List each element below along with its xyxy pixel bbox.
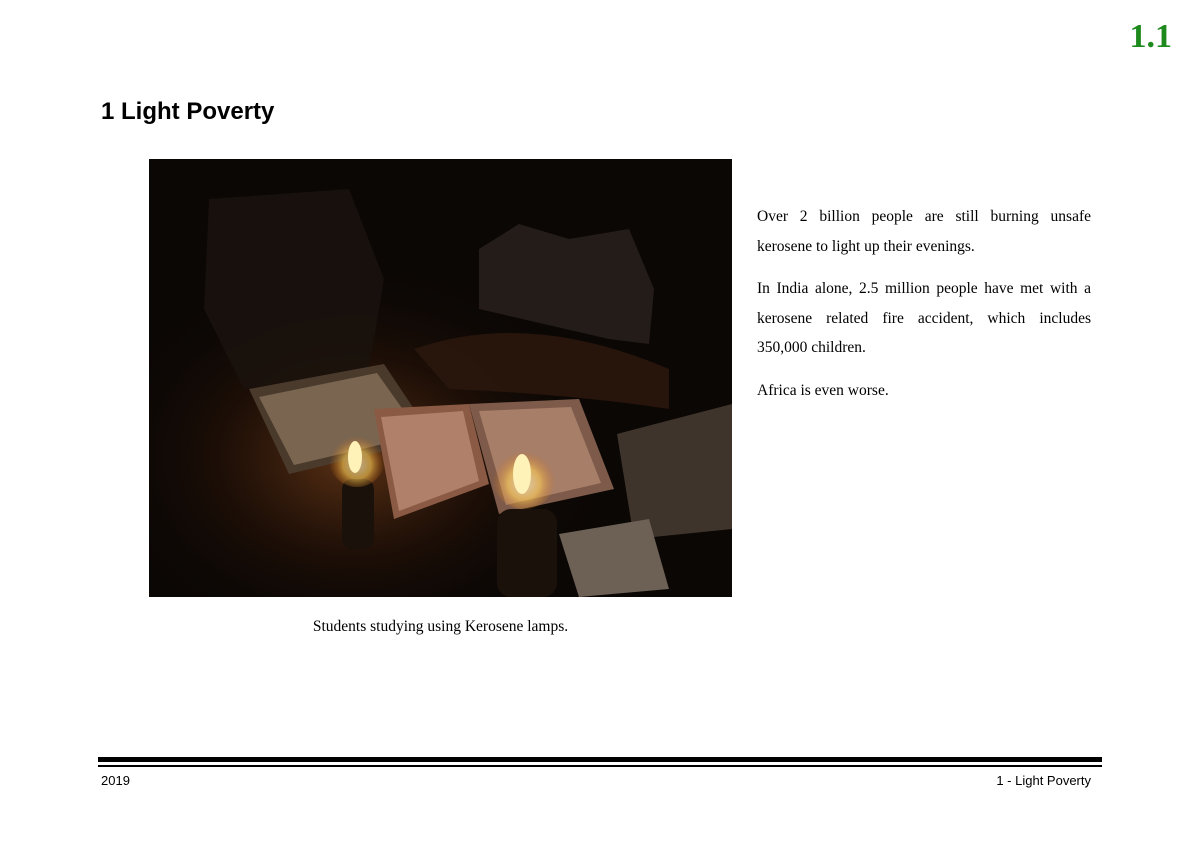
footer-chapter: 1 - Light Poverty (996, 773, 1091, 788)
paragraph: Over 2 billion people are still burning unsafe kerosene to light up their evenings. (757, 208, 1091, 255)
body-text (757, 202, 1091, 418)
figure-caption: Students studying using Kerosene lamps. (312, 618, 569, 635)
kerosene-lamp-photo (149, 159, 732, 597)
footer-year: 2019 (101, 773, 130, 788)
person-silhouette (204, 189, 384, 389)
footer-rule (98, 757, 1102, 762)
footer-rule-thin (98, 765, 1102, 767)
paragraph: Africa is even worse. (757, 381, 889, 399)
page-number: 1.1 (1129, 18, 1172, 55)
section-title: 1 Light Poverty (101, 98, 275, 125)
paragraph: In India alone, 2.5 million people have met with a kerosene related fire accident, which includes 350,000 children. (757, 280, 1091, 356)
